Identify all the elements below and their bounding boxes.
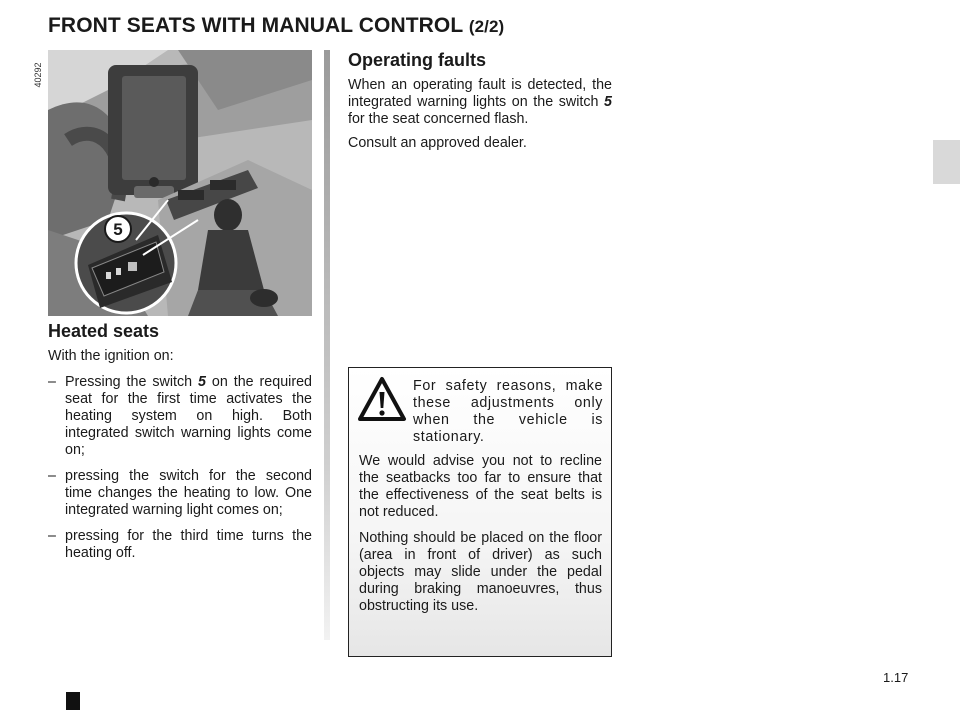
list-item xyxy=(48,374,312,459)
warning-box xyxy=(348,367,612,657)
list-item xyxy=(48,528,312,562)
column-divider xyxy=(324,50,330,640)
list-item-text-end: on the required seat for the first time activates the heating system on high. Both integrated switch warning lights come on; xyxy=(65,374,312,458)
list-item xyxy=(48,468,312,519)
page-title xyxy=(48,14,504,38)
list-item-text: pressing the switch for the second time changes the heating to low. One integrated warning light comes on; xyxy=(65,468,312,518)
warning-floor-text: Nothing should be placed on the floor (area in front of driver) as such objects may slide under the pedal during braking manoeuvres, thus obstructing its use. xyxy=(359,530,602,614)
switch-reference: 5 xyxy=(198,374,206,390)
operating-faults-text-start: When an operating fault is detected, the integrated warning lights on the switch xyxy=(348,77,612,110)
callout-5: 5 xyxy=(113,220,123,239)
chapter-tab xyxy=(933,140,960,184)
corner-mark xyxy=(66,692,80,710)
list-dash: – xyxy=(48,528,56,544)
switch-reference: 5 xyxy=(604,94,612,110)
photo-reference xyxy=(28,56,48,96)
heated-seats-list xyxy=(48,374,312,571)
operating-faults-text-end: for the seat concerned flash. xyxy=(348,111,529,127)
page-title-suffix: (2/2) xyxy=(468,17,505,36)
operating-faults-heading: Operating faults xyxy=(348,50,487,70)
warning-triangle-icon xyxy=(357,376,407,422)
dashboard-illustration xyxy=(48,50,312,316)
list-dash: – xyxy=(48,468,56,484)
heated-seats-intro: With the ignition on: xyxy=(48,348,174,364)
operating-faults-paragraph xyxy=(348,77,612,128)
photo-reference-number: 40292 xyxy=(33,62,43,88)
list-dash: – xyxy=(48,374,56,390)
page-number: 1.17 xyxy=(883,670,909,685)
page-title-text: FRONT SEATS WITH MANUAL CONTROL xyxy=(48,14,463,37)
heated-seats-heading: Heated seats xyxy=(48,321,160,341)
dashboard-photo xyxy=(48,50,312,316)
warning-recline-text: We would advise you not to recline the seatbacks too far to ensure that the effectiveness of the seat belts is not reduced. xyxy=(359,453,602,520)
list-item-text: pressing for the third time turns the heating off. xyxy=(65,528,312,561)
list-item-text-start: Pressing the switch xyxy=(65,374,199,390)
warning-lead-text: For safety reasons, make these adjustments only when the vehicle is stationary. xyxy=(413,378,603,445)
consult-dealer-text: Consult an approved dealer. xyxy=(348,135,527,151)
